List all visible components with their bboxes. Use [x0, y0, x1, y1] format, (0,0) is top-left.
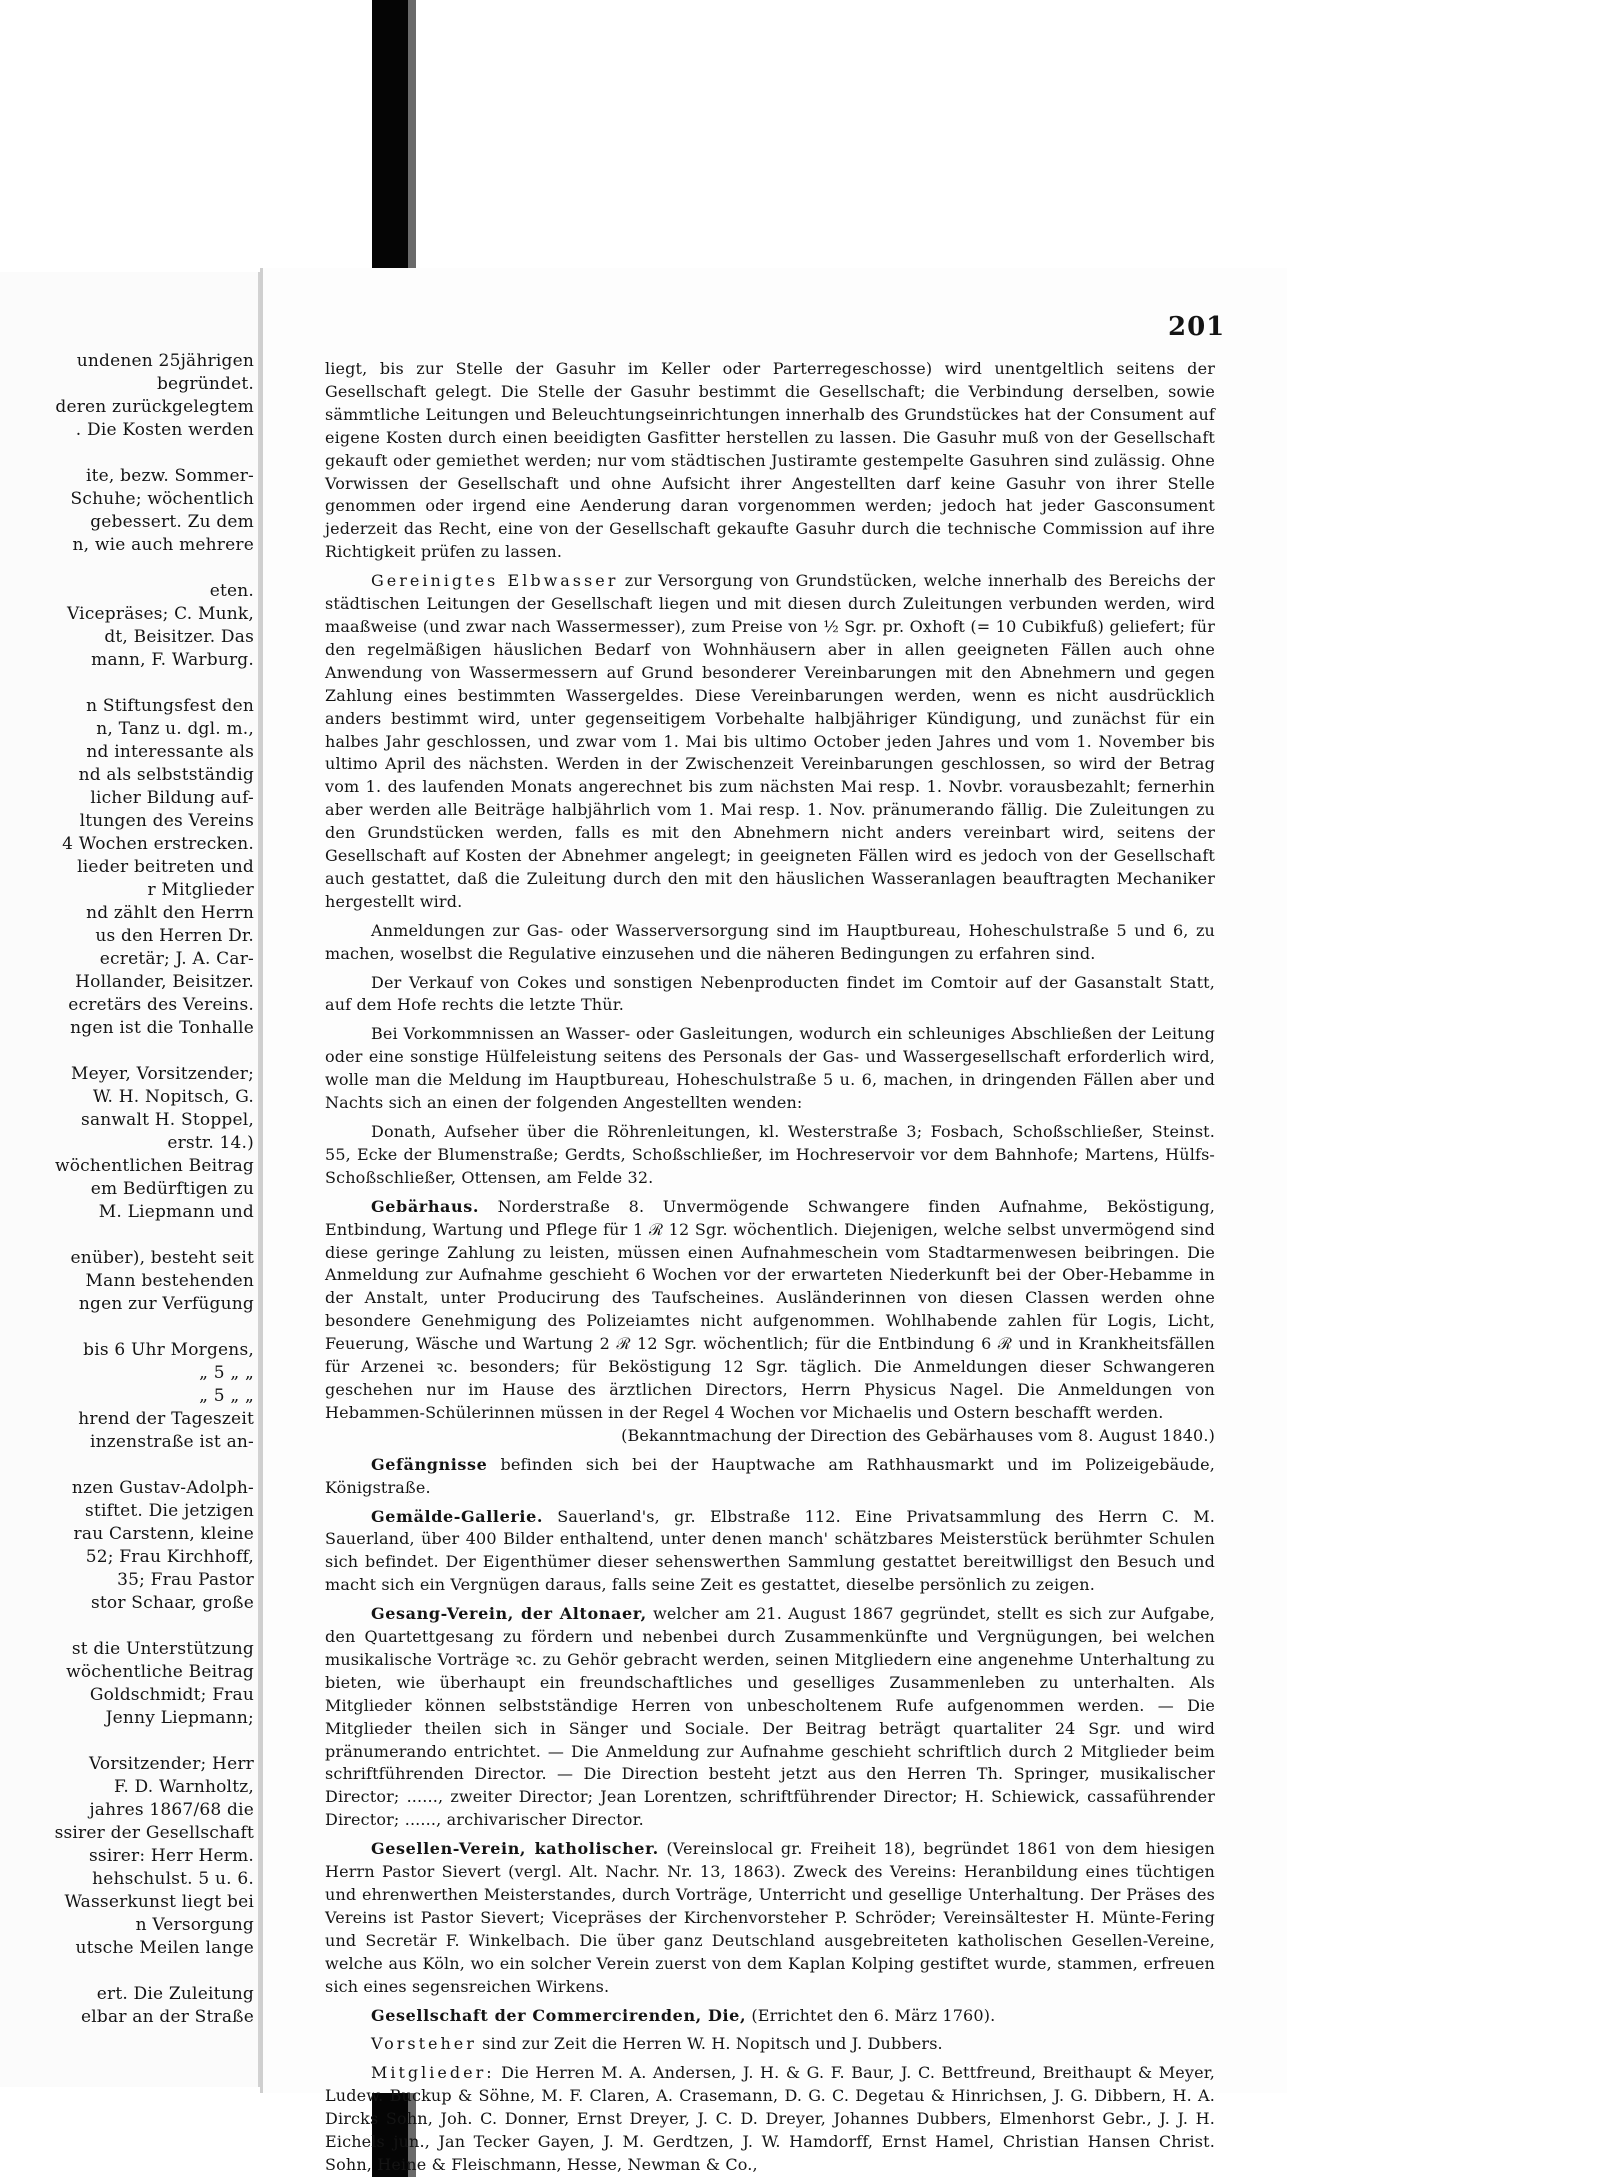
- left-page-line: bis 6 Uhr Morgens,: [83, 1340, 254, 1360]
- left-page-line: Mann bestehenden: [85, 1271, 254, 1291]
- page-number: 201: [1168, 312, 1226, 342]
- left-page-line: n Stiftungsfest den: [86, 696, 254, 716]
- gebaerhaus-paragraph: [325, 1196, 1215, 1448]
- left-page-line: Vicepräses; C. Munk,: [67, 604, 254, 624]
- left-page-line: Vorsitzender; Herr: [89, 1754, 254, 1774]
- left-page-line: „ 5 „ „: [199, 1363, 254, 1383]
- left-page-line: ecretär; J. A. Car-: [99, 949, 254, 969]
- left-page-line: undenen 25jährigen: [76, 351, 254, 371]
- left-page-line: Jenny Liepmann;: [105, 1708, 254, 1728]
- left-page-line: dt, Beisitzer. Das: [104, 627, 254, 647]
- gesang-paragraph: [325, 1603, 1215, 1832]
- left-page-line: [6, 1040, 254, 1063]
- left-page-line: licher Bildung auf-: [90, 788, 254, 808]
- left-page-line: [6, 1615, 254, 1638]
- left-page-line: begründet.: [156, 374, 254, 394]
- left-page-line: W. H. Nopitsch, G.: [92, 1087, 254, 1107]
- left-page-line: 52; Frau Kirchhoff,: [85, 1547, 254, 1567]
- left-page-line: sanwalt H. Stoppel,: [81, 1110, 254, 1130]
- left-page-line: F. D. Warnholtz,: [113, 1777, 254, 1797]
- left-page-line: n, wie auch mehrere: [72, 535, 254, 555]
- left-page-line: „ 5 „ „: [199, 1386, 254, 1406]
- left-page-line: ngen ist die Tonhalle: [70, 1018, 254, 1038]
- gallerie-heading: Gemälde-Gallerie.: [371, 1506, 544, 1526]
- commercirenden-text: (Errichtet den 6. März 1760).: [751, 2005, 996, 2025]
- gefaengnisse-heading: Gefängnisse: [371, 1454, 488, 1474]
- left-page-line: ssirer: Herr Herm.: [88, 1846, 254, 1866]
- left-page-line: utsche Meilen lange: [75, 1938, 254, 1958]
- left-page-line: lieder beitreten und: [77, 857, 254, 877]
- left-page-line: [6, 1730, 254, 1753]
- main-column: [325, 358, 1215, 2183]
- left-page-line: rau Carstenn, kleine: [73, 1524, 254, 1544]
- left-page-line: jahres 1867/68 die: [89, 1800, 254, 1820]
- left-page-line: inzenstraße ist an-: [89, 1432, 254, 1452]
- vorsteher-text: sind zur Zeit die Herren W. H. Nopitsch und J. Dubbers.: [482, 2034, 943, 2054]
- left-page-line: ssirer der Gesellschaft: [54, 1823, 254, 1843]
- mitglieder-paragraph: [325, 2062, 1215, 2177]
- gesang-heading: Gesang-Verein, der Altonaer,: [371, 1604, 647, 1624]
- left-page-line: stor Schaar, große: [90, 1593, 254, 1613]
- left-page-line: n, Tanz u. dgl. m.,: [96, 719, 254, 739]
- left-page-line: [6, 1960, 254, 1983]
- left-page-line: [6, 557, 254, 580]
- left-page-line: wöchentlichen Beitrag: [54, 1156, 254, 1176]
- left-page-line: mann, F. Warburg.: [91, 650, 254, 670]
- gas-continued-paragraph: liegt, bis zur Stelle der Gasuhr im Keller oder Parterregeschosse) wird unentgeltlich seitens der Gesellschaft gelegt. Die Stelle der Gasuhr bestimmt die Gesellschaft; die Verbindung derselben, sowie sämmtliche Leitungen und Beleuchtungseinrichtungen innerhalb des Grundstückes hat der Consument auf eigene Kosten durch einen beeidigten Gasfitter herstellen zu lassen. Die Gasuhr muß von der Gesellschaft gekauft oder gemiethet werden; nur vom städtischen Justiramte gestempelte Gasuhren sind zulässig. Ohne Vorwissen der Gesellschaft und ohne Aufsicht ihrer Angestellten darf keine Gasuhr von ihrer Stelle genommen oder irgend eine Aenderung daran vorgenommen werden; jedoch hat jeder Gasconsument jederzeit das Recht, eine von der Gesellschaft gekaufte Gasuhr durch die technische Commission auf ihre Richtigkeit prüfen zu lassen.: [325, 359, 1215, 562]
- left-page-line: ngen zur Verfügung: [78, 1294, 254, 1314]
- left-page-line: n Versorgung: [135, 1915, 254, 1935]
- left-page-line: us den Herren Dr.: [95, 926, 254, 946]
- commercirenden-heading: Gesellschaft der Commercirenden, Die,: [371, 2005, 747, 2025]
- left-page-line: ecretärs des Vereins.: [68, 995, 254, 1015]
- commercirenden-paragraph: [325, 2005, 1215, 2028]
- left-page-line: M. Liepmann und: [98, 1202, 254, 1222]
- left-page-line: nd zählt den Herrn: [86, 903, 254, 923]
- left-page-line: erstr. 14.): [167, 1133, 254, 1153]
- gefaengnisse-text: befinden sich bei der Hauptwache am Rathhausmarkt und im Polizeigebäude, Königstraße.: [325, 1454, 1215, 1497]
- left-page-line: [6, 1454, 254, 1477]
- left-page-line: stiftet. Die jetzigen: [85, 1501, 254, 1521]
- left-page-line: [6, 1316, 254, 1339]
- gesellen-text: (Vereinslocal gr. Freiheit 18), begründet 1861 von dem hiesigen Herrn Pastor Sievert (vergl. Alt. Nachr. Nr. 13, 1863). Zweck des Vereins: Heranbildung eines tüchtigen und ehrenwerthen Meisterstandes, durch Vorträge, Unterricht und gesellige Unterhaltung. Der Präses des Vereins ist Pastor Sievert; Vicepräses der Kirchenvorsteher P. Schröder; Vereinsältester H. Münte-Fering und Secretär F. Winkelbach. Die über ganz Deutschland ausgebreiteten katholischen Gesellen-Vereine, welche aus Köln, wo ein solcher Verein zuerst von dem Kaplan Kolping gestiftet wurde, stammen, erfreuen sich eines segensreichen Wirkens.: [325, 1839, 1215, 1996]
- vorsteher-label: Vorsteher: [371, 2034, 477, 2054]
- gebaerhaus-source: (Bekanntmachung der Direction des Gebärhauses vom 8. August 1840.): [621, 1425, 1215, 1445]
- left-page-line: eten.: [209, 581, 254, 601]
- left-page-line: ltungen des Vereins: [79, 811, 254, 831]
- left-page-line: Hollander, Beisitzer.: [75, 972, 254, 992]
- emergency-paragraph: Bei Vorkommnissen an Wasser- oder Gasleitungen, wodurch ein schleuniges Abschließen der Leitung oder eine sonstige Hülfeleistung seitens des Personals der Gas- und Wassergesellschaft erforderlich wird, wolle man die Meldung im Hauptbureau, Hoheschulstraße 5 u. 6, machen, in dringenden Fällen aber und Nachts sich an einen der folgenden Angestellten wenden:: [325, 1024, 1215, 1113]
- left-page-line: . Die Kosten werden: [75, 420, 254, 440]
- left-page-line: st die Unterstützung: [71, 1639, 254, 1659]
- left-page-line: [6, 672, 254, 695]
- left-page-line: nd als selbstständig: [78, 765, 254, 785]
- water-heading: Gereinigtes Elbwasser: [371, 571, 619, 591]
- left-page-line: r Mitglieder: [147, 880, 254, 900]
- gesang-text: welcher am 21. August 1867 gegründet, stellt es sich zur Aufgabe, den Quartettgesang zu fördern und nebenbei durch Zusammenkünfte und Vergnügungen, bei welchen musikalische Vorträge ꝛc. zu Gehör gebracht werden, seinen Mitgliedern eine angenehme Unterhaltung zu bieten, wie überhaupt ein freundschaftliches und geselliges Zusammenleben zu unterhalten. Als Mitglieder können selbstständige Herren von unbescholtenem Rufe aufgenommen werden. — Die Mitglieder theilen sich in Sänger und Sociale. Der Beitrag beträgt quartaliter 24 Sgr. und wird pränumerando entrichtet. — Die Anmeldung zur Aufnahme geschieht schriftlich durch 2 Mitglieder beim schriftführenden Director. — Die Direction besteht jetzt aus den Herren Th. Springer, musikalischer Director; ......, zweiter Director; Jean Lorentzen, schriftführender Director; H. Schiewick, cassaführender Director; ......, archivarischer Director.: [325, 1604, 1215, 1830]
- mitglieder-text: Die Herren M. A. Andersen, J. H. & G. F. Baur, J. C. Bettfreund, Breithaupt & Meyer, Ludew. Buckup & Söhne, M. F. Claren, A. Crasemann, D. G. C. Degetau & Hinrichsen, J. G. Dibbern, H. A. Dircks Sohn, Joh. C. Donner, Ernst Dreyer, J. C. D. Dreyer, Johannes Dubbers, Elmenhorst Gebr., J. J. H. Eichels jun., Jan Tecker Gayen, J. M. Gerdtzen, J. W. Hamdorff, Ernst Hamel, Christian Hansen Christ. Sohn, Heine & Fleischmann, Hesse, Newman & Co.,: [325, 2063, 1215, 2174]
- registration-paragraph: Anmeldungen zur Gas- oder Wasserversorgung sind im Hauptbureau, Hoheschulstraße 5 und 6, zu machen, woselbst die Regulative einzusehen und die näheren Bedingungen zu erfahren sind.: [325, 920, 1215, 963]
- left-page-line: [6, 1224, 254, 1247]
- left-page-line: hehschulst. 5 u. 6.: [92, 1869, 254, 1889]
- left-page-line: Meyer, Vorsitzender;: [70, 1064, 254, 1084]
- left-page-line: wöchentliche Beitrag: [66, 1662, 254, 1682]
- gesellen-heading: Gesellen-Verein, katholischer.: [371, 1839, 659, 1859]
- left-page-text: [6, 350, 254, 2029]
- gefaengnisse-paragraph: [325, 1454, 1215, 1500]
- vorsteher-paragraph: [325, 2033, 1215, 2056]
- left-page-line: Schuhe; wöchentlich: [70, 489, 254, 509]
- gesellen-paragraph: [325, 1838, 1215, 1998]
- left-page-line: [6, 442, 254, 465]
- gebaerhaus-text: Norderstraße 8. Unvermögende Schwangere finden Aufnahme, Beköstigung, Entbindung, Wartung und Pflege für 1 ℛ 12 Sgr. wöchentlich. Diejenigen, welche selbst unvermögend sind diese geringe Zahlung zu leisten, müssen einen Aufnahmeschein vom Stadtarmenwesen beibringen. Die Anmeldung zur Aufnahme geschieht 6 Wochen vor der erwarteten Niederkunft bei der Ober-Hebamme in der Anstalt, unter Producirung des Taufscheines. Ausländerinnen von diesen Classen werden ohne besondere Genehmigung des Polizeiamtes nicht aufgenommen. Wohlhabende zahlen für Logis, Licht, Feuerung, Wäsche und Wartung 2 ℛ 12 Sgr. wöchentlich; für die Entbindung 6 ℛ und in Krankheitsfällen für Arzenei ꝛc. besonders; für Beköstigung 12 Sgr. täglich. Die Anmeldungen dieser Schwangeren geschehen nur im Hause des ärztlichen Directors, Herrn Physicus Nagel. Die Anmeldungen von Hebammen-Schülerinnen müssen in der Regel 4 Wochen vor Michaelis und Ostern beschafft werden.: [325, 1196, 1215, 1422]
- left-page-line: deren zurückgelegtem: [55, 397, 254, 417]
- gallerie-text: Sauerland's, gr. Elbstraße 112. Eine Privatsammlung des Herrn C. M. Sauerland, über 400 Bilder enthaltend, unter denen manch' schätzbares Meisterstück berühmter Schulen sich befindet. Der Eigenthümer dieser sehenswerthen Sammlung gestattet bereitwilligst den Besuch und macht sich ein Vergnügen daraus, falls seine Zeit es gestattet, dieselbe persönlich zu zeigen.: [325, 1506, 1215, 1595]
- coke-paragraph: Der Verkauf von Cokes und sonstigen Nebenproducten findet im Comtoir auf der Gasanstalt Statt, auf dem Hofe rechts die letzte Thür.: [325, 972, 1215, 1015]
- left-page-line: elbar an der Straße: [81, 2007, 254, 2027]
- mitglieder-label: Mitglieder:: [371, 2063, 495, 2083]
- left-page-line: hrend der Tageszeit: [78, 1409, 254, 1429]
- left-page-line: nzen Gustav-Adolph-: [71, 1478, 254, 1498]
- right-page: [260, 268, 1287, 2174]
- gebaerhaus-heading: Gebärhaus.: [371, 1196, 480, 1216]
- left-page-line: 4 Wochen erstrecken.: [62, 834, 254, 854]
- left-page-line: em Bedürftigen zu: [90, 1179, 254, 1199]
- left-page-line: Wasserkunst liegt bei: [64, 1892, 254, 1912]
- gallerie-paragraph: [325, 1506, 1215, 1598]
- water-paragraph: [325, 570, 1215, 914]
- left-page: [0, 272, 260, 2087]
- left-page-line: Goldschmidt; Frau: [89, 1685, 254, 1705]
- contacts-paragraph: Donath, Aufseher über die Röhrenleitungen, kl. Westerstraße 3; Fosbach, Schoßschließer, Steinst. 55, Ecke der Blumenstraße; Gerdts, Schoßschließer, im Hochreservoir vor dem Bahnhofe; Martens, Hülfs-Schoßschließer, Ottensen, am Felde 32.: [325, 1122, 1215, 1187]
- left-page-line: nd interessante als: [86, 742, 254, 762]
- left-page-line: 35; Frau Pastor: [117, 1570, 254, 1590]
- left-page-line: ite, bezw. Sommer-: [85, 466, 254, 486]
- left-page-line: gebessert. Zu dem: [90, 512, 254, 532]
- left-page-line: enüber), besteht seit: [70, 1248, 254, 1268]
- water-text: zur Versorgung von Grundstücken, welche innerhalb des Bereichs der städtischen Leitungen der Gesellschaft liegen und mit diesen durch Zuleitungen verbunden werden, wird maaßweise (und zwar nach Wassermesser), zum Preise von ½ Sgr. pr. Oxhoft (= 10 Cubikfuß) geliefert; für den regelmäßigen häuslichen Bedarf von Wohnhäusern aber in allen geeigneten Fällen auch ohne Anwendung von Wassermessern auf Grund besonderer Vereinbarungen mit den Abnehmern und gegen Zahlung eines bestimmten Wassergeldes. Diese Vereinbarungen werden, wenn es nicht ausdrücklich anders bestimmt wird, unter gegenseitigem Vorbehalte halbjähriger Kündigung, und zunächst für ein halbes Jahr geschlossen, und zwar vom 1. Mai bis ultimo October jeden Jahres und vom 1. November bis ultimo April des nächsten. Werden in der Zwischenzeit Vereinbarungen geschlossen, so wird der Betrag vom 1. des laufenden Monats angerechnet bis zum nächsten Mai resp. 1. Novbr. vorausbezahlt; fernerhin aber werden alle Beiträge halbjährlich vom 1. Mai resp. 1. Nov. pränumerando fällig. Die Zuleitungen zu den Grundstücken werden, falls es mit den Abnehmern nicht anders vereinbart wird, seitens der Gesellschaft auf Kosten der Abnehmer angelegt; in geeigneten Fällen wird es jedoch von der Gesellschaft auch gestattet, daß die Zuleitung durch den mit den häuslichen Wasseranlagen beauftragten Mechaniker hergestellt wird.: [325, 571, 1215, 911]
- left-page-line: ert. Die Zuleitung: [96, 1984, 254, 2004]
